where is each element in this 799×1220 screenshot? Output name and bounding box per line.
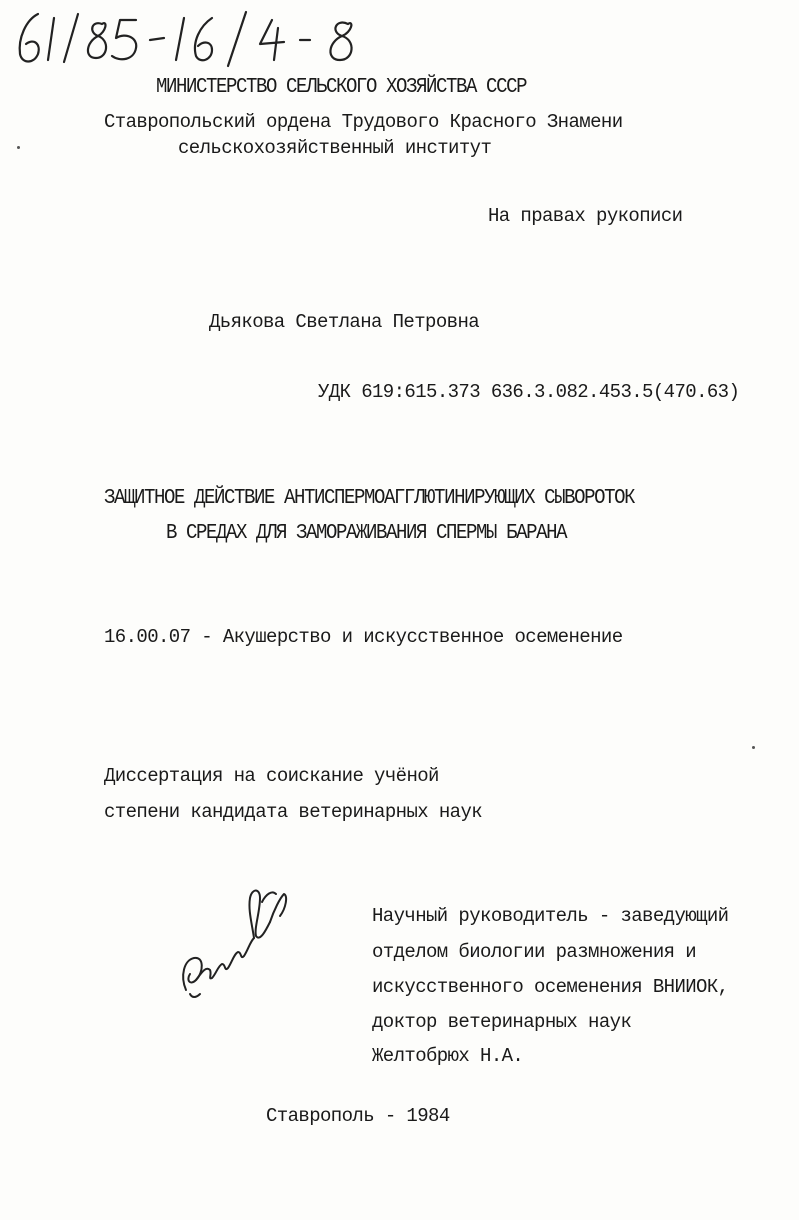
specialty-code: 16.00.07 - Акушерство и искусственное осеменение [104,626,623,648]
institute-line-2: сельскохозяйственный институт [178,137,492,159]
ministry-heading: МИНИСТЕРСТВО СЕЛЬСКОГО ХОЗЯЙСТВА СССР [156,74,527,99]
dissertation-line-1: Диссертация на соискание учёной [104,765,439,787]
dissertation-line-2: степени кандидата ветеринарных наук [104,801,483,823]
udc-code: УДК 619:615.373 636.3.082.453.5(470.63) [318,381,740,403]
handwritten-signature [176,880,296,1005]
stray-mark [17,146,20,149]
title-line-1: ЗАЩИТНОЕ ДЕЙСТВИЕ АНТИСПЕРМОАГГЛЮТИНИРУЮЩИХ СЫВОРОТОК [104,485,635,510]
rights-note: На правах рукописи [488,205,683,227]
stray-mark [752,746,755,749]
handwritten-archive-code [8,2,380,72]
supervisor-line-2: отделом биологии размножения и [372,941,697,963]
supervisor-name: Желтобрюх Н.А. [372,1045,524,1067]
author-name: Дьякова Светлана Петровна [209,311,480,333]
supervisor-line-3: искусственного осеменения ВНИИОК, [372,976,729,998]
title-line-2: В СРЕДАХ ДЛЯ ЗАМОРАЖИВАНИЯ СПЕРМЫ БАРАНА [166,520,567,545]
place-and-year: Ставрополь - 1984 [266,1105,450,1127]
supervisor-line-1: Научный руководитель - заведующий [372,905,729,927]
supervisor-line-4: доктор ветеринарных наук [372,1011,632,1033]
institute-line-1: Ставропольский ордена Трудового Красного Знамени [104,111,623,133]
